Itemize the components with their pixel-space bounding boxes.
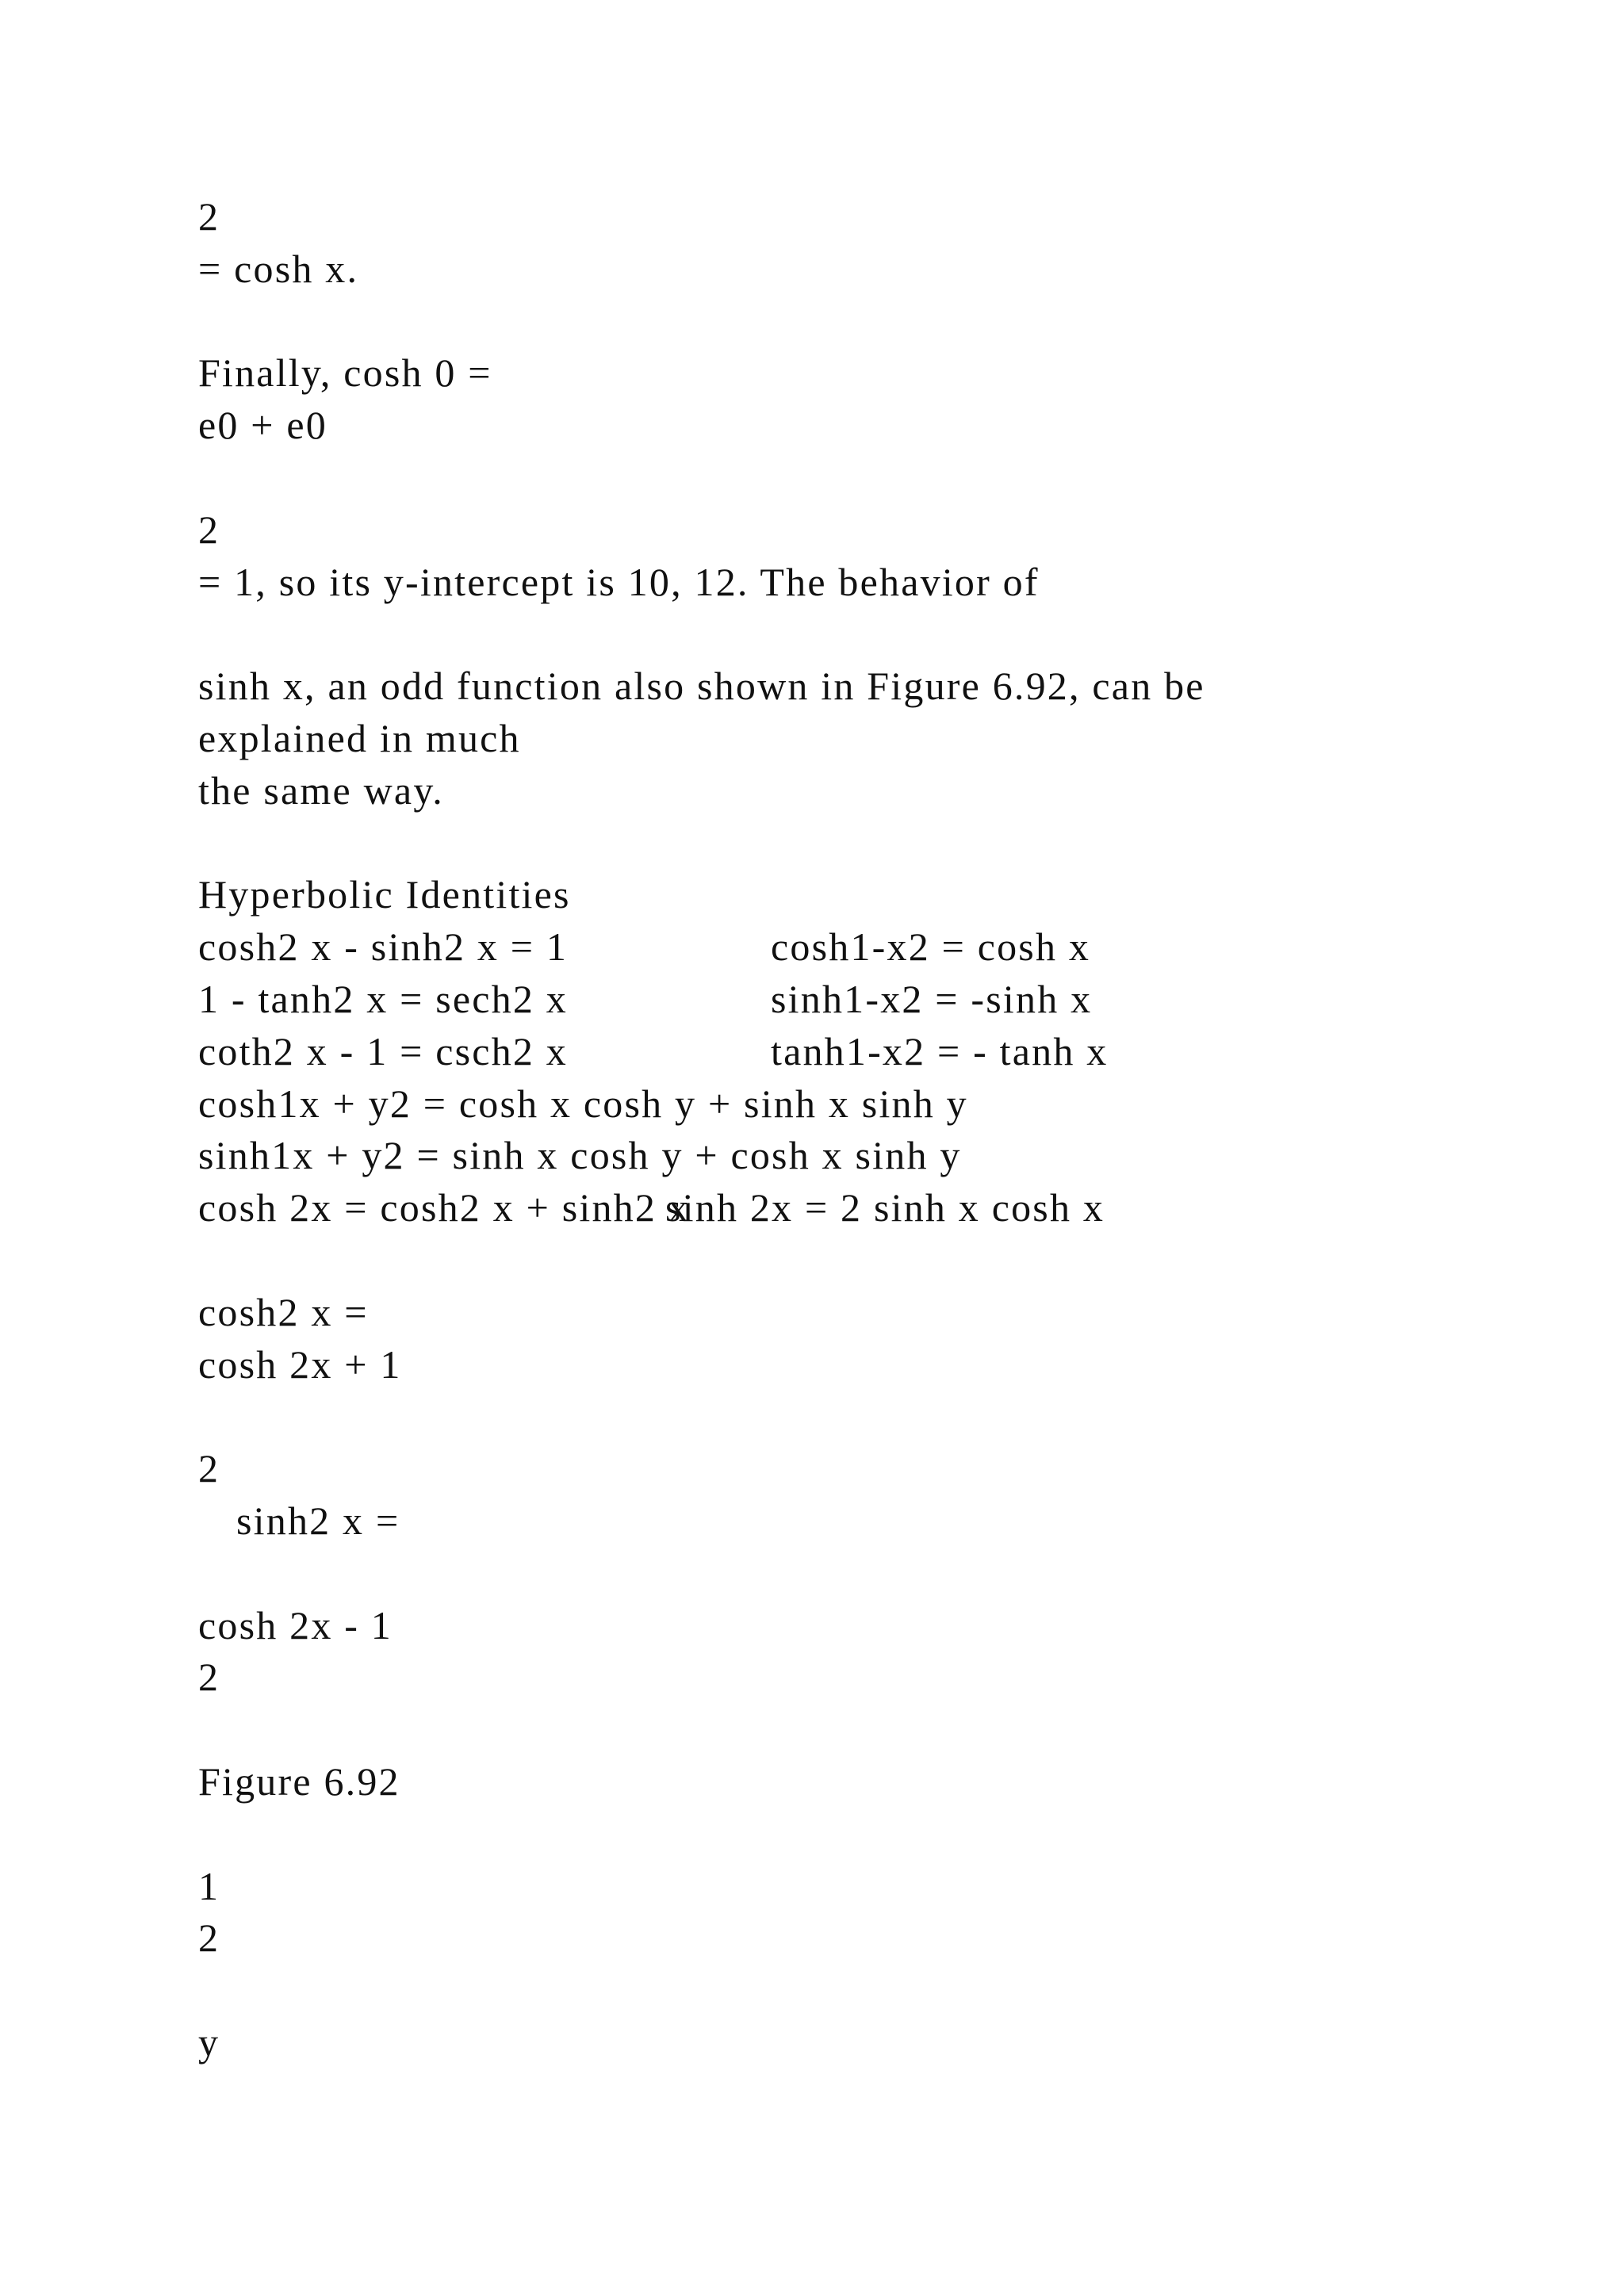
identity-left: 1 - tanh2 x = sech2 x [198,976,568,1021]
identity-right: sinh 2x = 2 sinh x cosh x [665,1185,1105,1230]
identity-left: coth2 x - 1 = csch2 x [198,1028,568,1073]
identity-line: sinh1x + y2 = sinh x cosh y + cosh x sinh y [198,1133,962,1178]
text-line: = cosh x. [198,246,359,291]
text-line: explained in much [198,715,521,760]
blank-line [198,1391,1546,1443]
blank-line [198,1548,1546,1600]
blank-line [198,1808,1546,1861]
identity-row [198,1182,1546,1234]
text-line: cosh 2x + 1 [198,1341,402,1387]
text-line: y [198,2019,220,2064]
text-line: e0 + e0 [198,403,327,448]
blank-line [198,1965,1546,2017]
text-line: 1 [198,1863,220,1908]
identity-left: cosh 2x = cosh2 x + sinh2 x [198,1185,690,1230]
identity-right: sinh1-x2 = -sinh x [771,976,1093,1021]
text-line: sinh x, an odd function also shown in Figure 6.92, can be [198,664,1205,709]
blank-line [198,817,1546,870]
text-line: = 1, so its y-intercept is 10, 12. The behavior of [198,559,1040,604]
text-line: the same way. [198,767,444,813]
identity-line: cosh1x + y2 = cosh x cosh y + sinh x sinh y [198,1081,968,1126]
text-line: 2 [198,1655,220,1700]
identity-right: cosh1-x2 = cosh x [771,924,1091,970]
text-line: sinh2 x = [236,1498,400,1543]
blank-line [198,1704,1546,1756]
figure-caption: Figure 6.92 [198,1758,400,1804]
identity-row [198,974,1546,1026]
blank-line [198,296,1546,348]
text-line: 2 [198,194,220,239]
document-body [198,191,1546,2069]
text-line: 2 [198,1915,220,1961]
identity-right: tanh1-x2 = - tanh x [771,1028,1109,1073]
blank-line [198,1234,1546,1287]
text-line: 2 [198,1446,220,1491]
identity-left: cosh2 x - sinh2 x = 1 [198,924,569,970]
identity-row [198,1026,1546,1078]
blank-line [198,452,1546,504]
text-line: Finally, cosh 0 = [198,350,492,396]
text-line: cosh 2x - 1 [198,1602,393,1647]
blank-line [198,608,1546,660]
text-line: cosh2 x = [198,1289,369,1334]
identity-row [198,921,1546,974]
section-heading: Hyperbolic Identities [198,872,571,917]
text-line: 2 [198,507,220,552]
